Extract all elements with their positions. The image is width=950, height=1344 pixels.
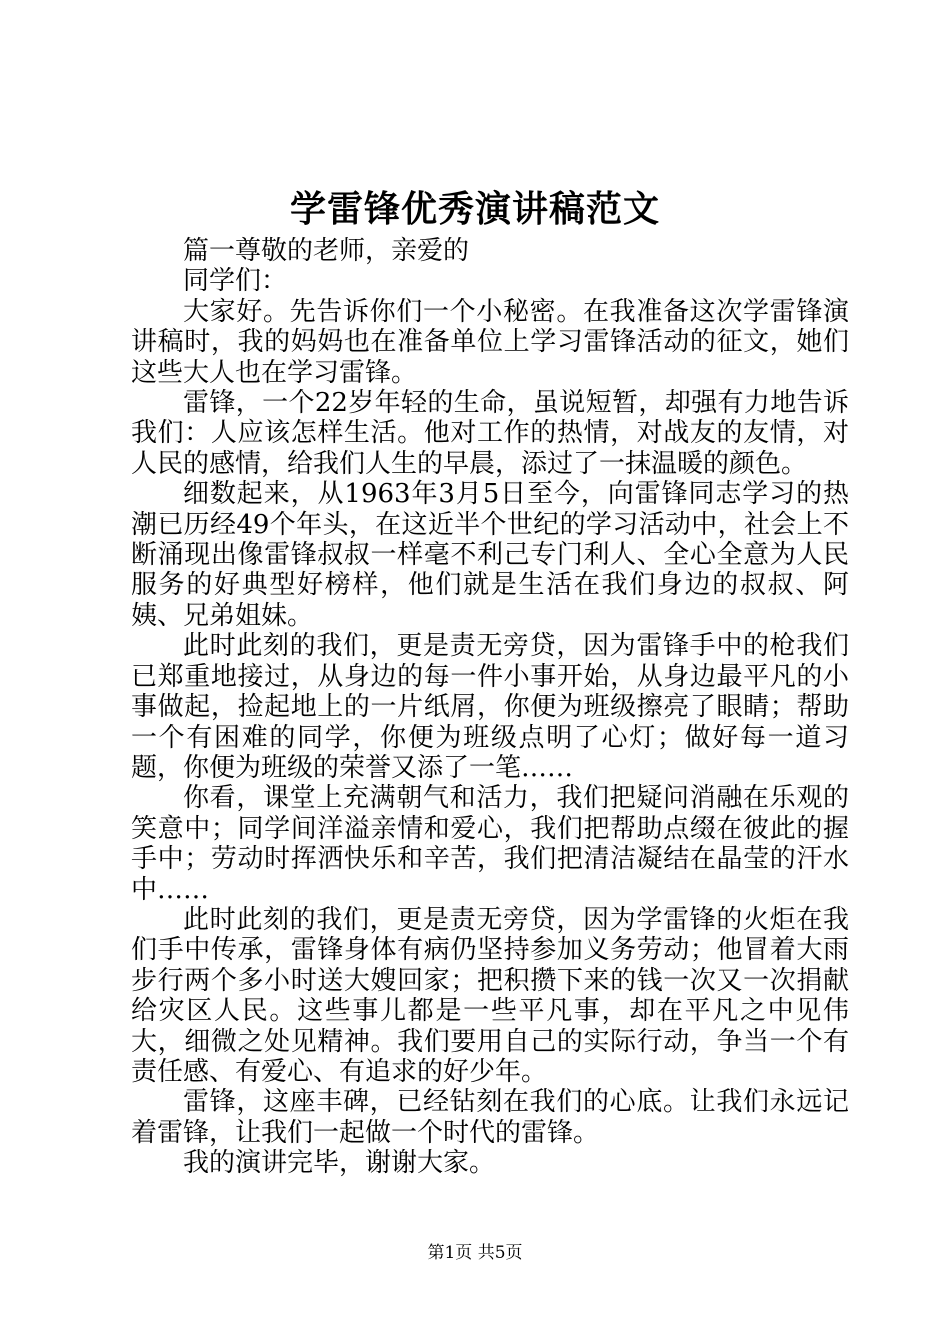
document-title: 学雷锋优秀演讲稿范文: [289, 188, 660, 230]
page-number-footer: 第1页 共5页: [427, 1243, 523, 1263]
paragraph: 同学们：: [183, 266, 288, 297]
paragraph: 雷锋，一个22岁年轻的生命，虽说短暂，却强有力地告诉我们：人应该怎样生活。他对工作的热情，对战友的友情，对人民的感情，给我们人生的早晨，添过了一抹温暖的颜色。: [131, 388, 849, 479]
paragraph: 细数起来，从1963年3月5日至今，向雷锋同志学习的热潮已历经49个年头，在这近半个世纪的学习活动中，社会上不断涌现出像雷锋叔叔一样毫不利己专门利人、全心全意为人民服务的好典型好榜样，他们就是生活在我们身边的叔叔、阿姨、兄弟姐妹。: [131, 479, 849, 631]
paragraph: 篇一尊敬的老师，亲爱的: [183, 236, 470, 266]
document-body: [131, 236, 849, 1179]
paragraph: 你看，课堂上充满朝气和活力，我们把疑问消融在乐观的笑意中；同学间洋溢亲情和爱心，我们把帮助点缀在彼此的握手中；劳动时挥洒快乐和辛苦，我们把清洁凝结在晶莹的汗水中……: [131, 783, 849, 905]
paragraph: 此时此刻的我们，更是责无旁贷，因为雷锋手中的枪我们已郑重地接过，从身边的每一件小事开始，从身边最平凡的小事做起，捡起地上的一片纸屑，你便为班级擦亮了眼睛；帮助一个有困难的同学，你便为班级点明了心灯；做好每一道习题，你便为班级的荣誉又添了一笔……: [131, 631, 849, 783]
paragraph: 大家好。先告诉你们一个小秘密。在我准备这次学雷锋演讲稿时，我的妈妈也在准备单位上学习雷锋活动的征文，她们这些大人也在学习雷锋。: [131, 296, 849, 388]
paragraph: 我的演讲完毕，谢谢大家。: [183, 1148, 496, 1179]
paragraph: 雷锋，这座丰碑，已经钻刻在我们的心底。让我们永远记着雷锋，让我们一起做一个时代的雷锋。: [131, 1087, 849, 1148]
paragraph: 此时此刻的我们，更是责无旁贷，因为学雷锋的火炬在我们手中传承，雷锋身体有病仍坚持参加义务劳动；他冒着大雨步行两个多小时送大嫂回家；把积攒下来的钱一次又一次捐献给灾区人民。这些事儿都是一些平凡事，却在平凡之中见伟大，细微之处见精神。我们要用自己的实际行动，争当一个有责任感、有爱心、有追求的好少年。: [131, 904, 849, 1087]
